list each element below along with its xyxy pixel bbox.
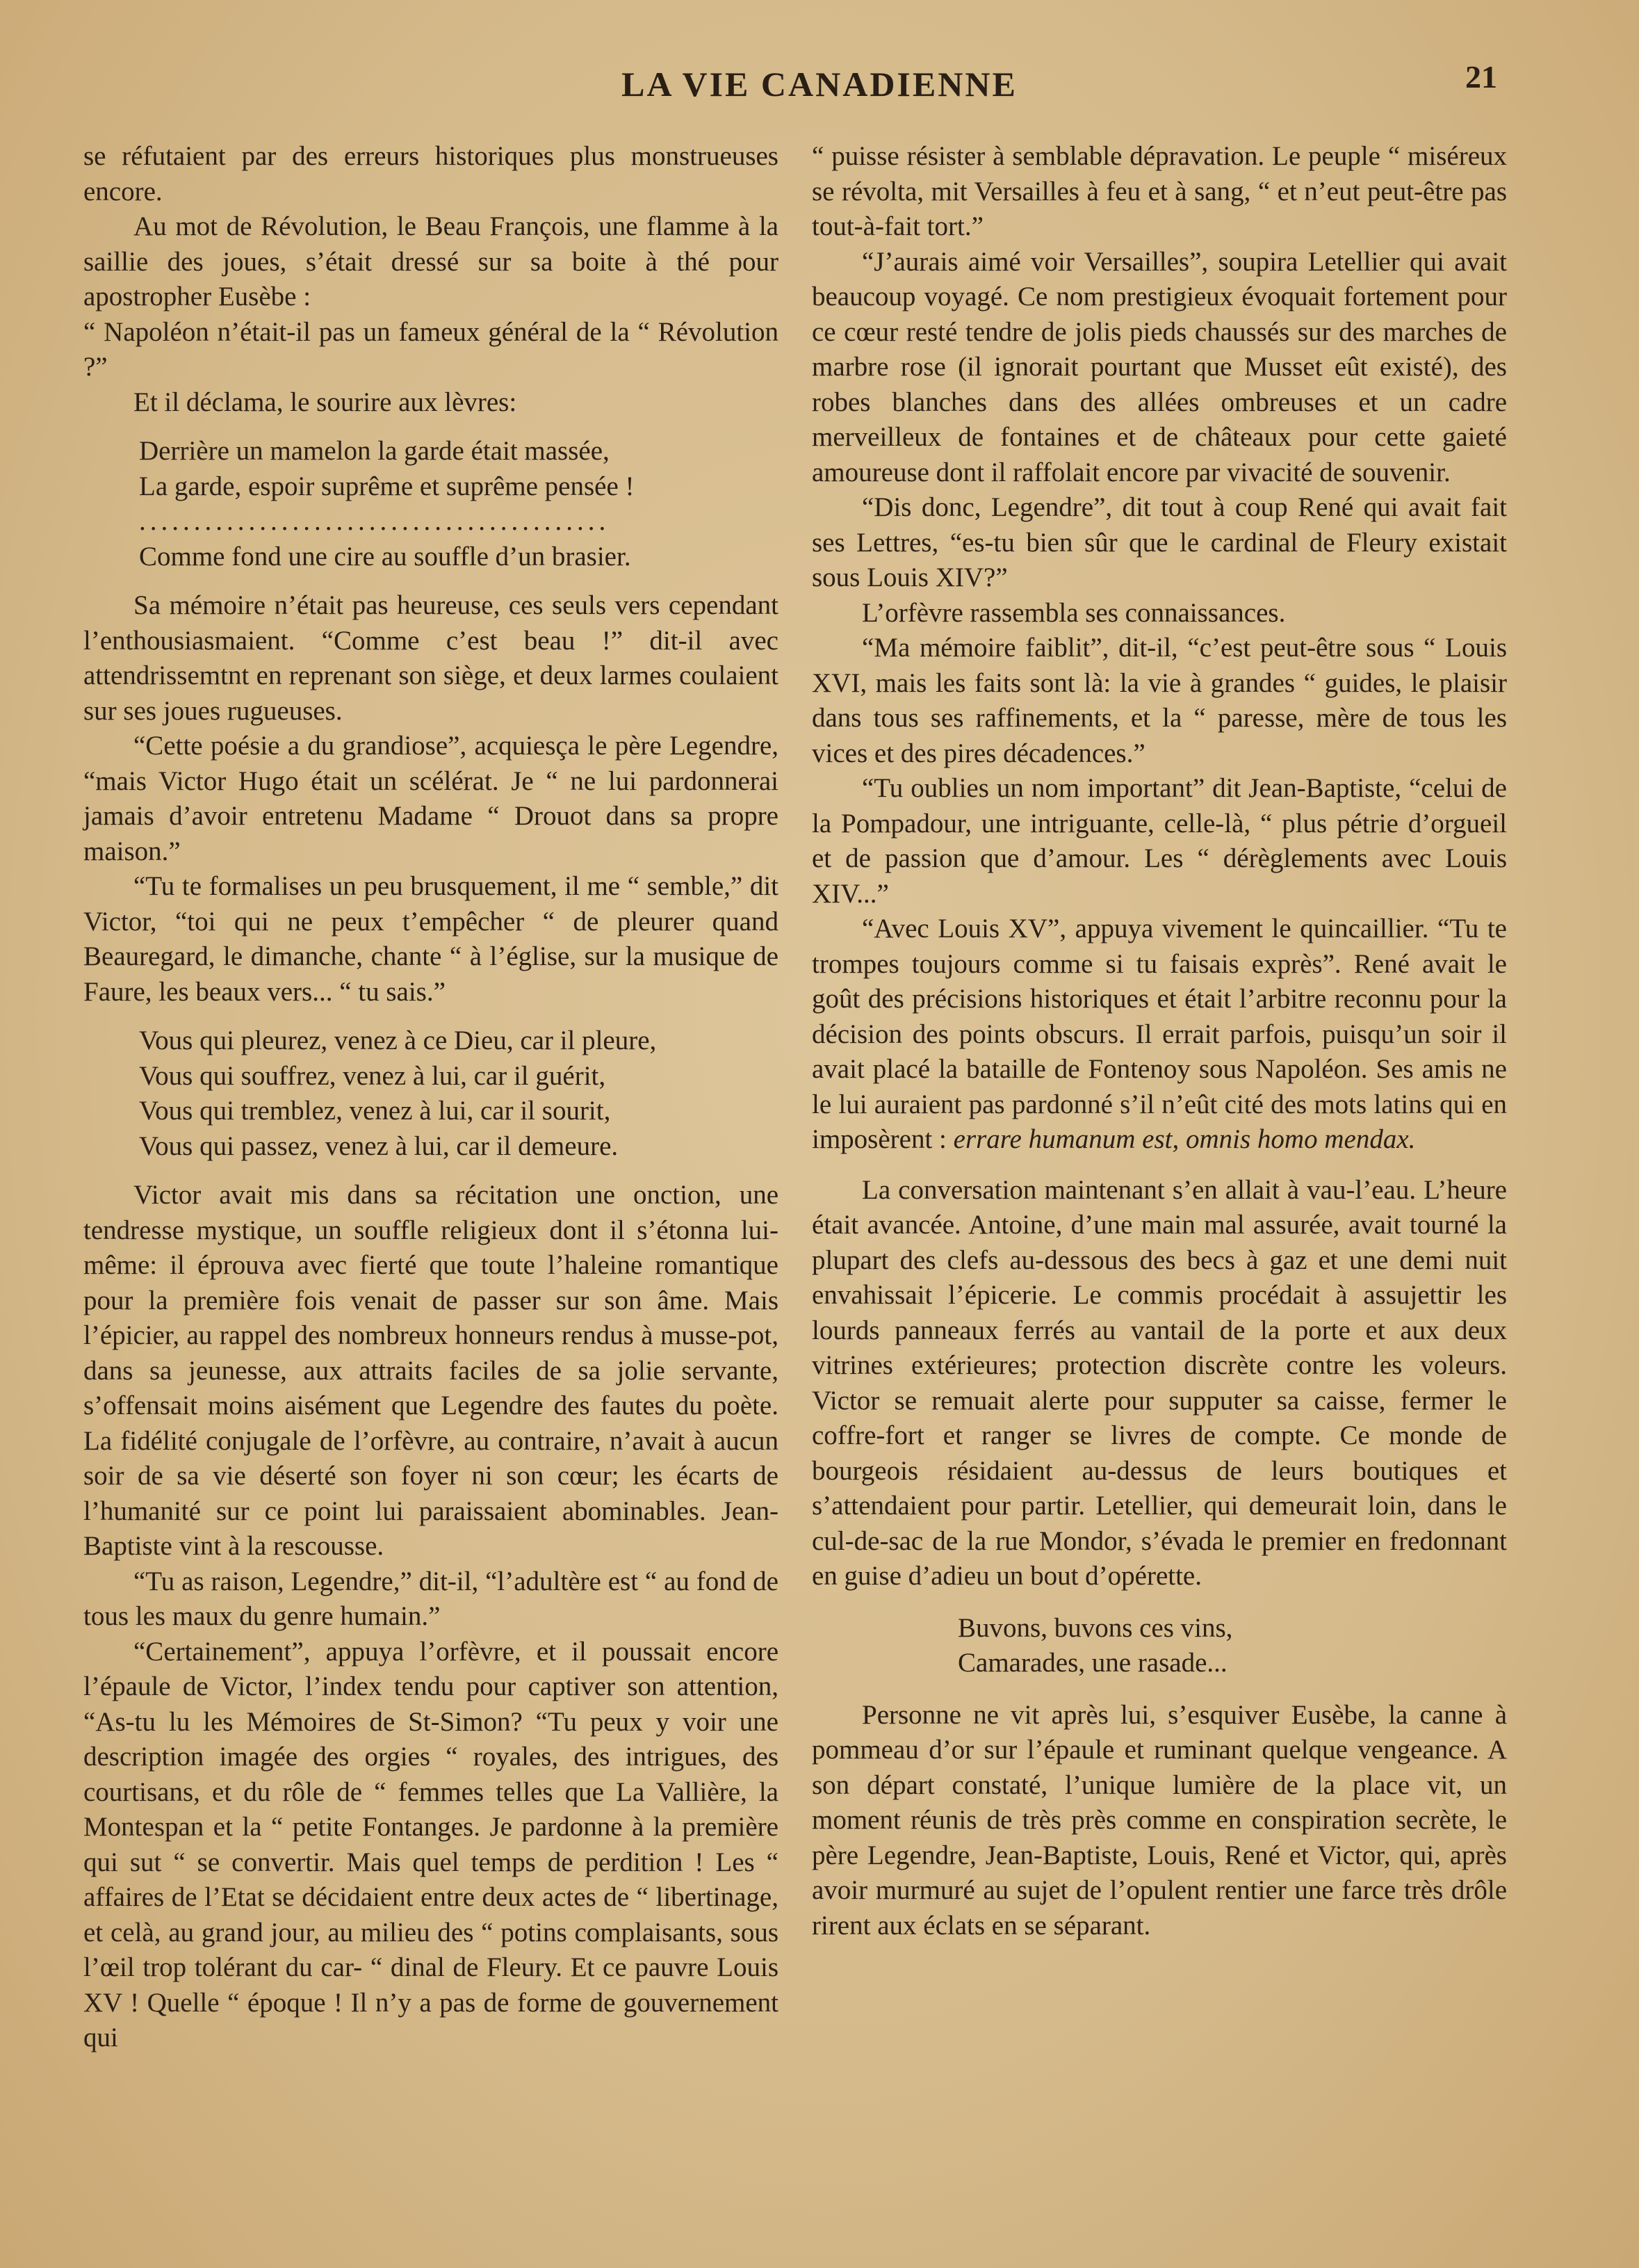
paragraph: Personne ne vit après lui, s’esquiver Eusèbe, la canne à pommeau d’or sur l’épaule et ruminant quelque vengeance. A son départ constaté, l’unique lumière de la place vit, un moment réunis de très près comme en conspiration secrète, le père Legendre, Jean-Baptiste, Louis, René et Victor, qui, après avoir murmuré au sujet de l’opulent rentier une farce très drôle rirent aux éclats en se séparant. (812, 1699, 1507, 1941)
paragraph: L’orfèvre rassembla ses connaissances. (862, 597, 1286, 628)
paragraph: “ Napoléon n’était-il pas un fameux général de la “ Révolution ?” (83, 316, 778, 382)
verse-line: Vous qui tremblez, venez à lui, car il sourit, (139, 1096, 611, 1126)
verse-line: Comme fond une cire au souffle d’un brasier. (139, 541, 631, 572)
verse-line: Vous qui pleurez, venez à ce Dieu, car il pleure, (139, 1026, 657, 1055)
verse-line: Camarades, une rasade... (958, 1648, 1228, 1678)
running-title: LA VIE CANADIENNE (621, 65, 1018, 104)
verse-line: Vous qui passez, venez à lui, car il demeure. (139, 1131, 619, 1161)
paragraph: Au mot de Révolution, le Beau François, une flamme à la saillie des joues, s’était dressé sur sa boite à thé pour apostropher Eusèbe : (83, 211, 778, 311)
paragraph: se réfutaient par des erreurs historiques plus monstrueuses encore. (83, 141, 778, 206)
paragraph: Et il déclama, le sourire aux lèvres: (133, 387, 517, 417)
verse-line: Buvons, buvons ces vins, (958, 1612, 1233, 1643)
right-column (812, 139, 1507, 1943)
verse-line: La garde, espoir suprême et suprême pensée ! (139, 471, 635, 501)
song-verse (958, 1611, 1507, 1681)
paragraph: “Tu oublies un nom important” dit Jean-Baptiste, “celui de la Pompadour, une intriguante, celle-là, “ plus pétrie d’orgueil et de passion que d’amour. Les “ dérèglements avec Louis XIV...” (812, 773, 1507, 909)
spacer (812, 1158, 1507, 1173)
verse-block (139, 1023, 778, 1164)
paragraph: “Tu te formalises un peu brusquement, il me “ semble,” dit Victor, “toi qui ne peux t’empêcher “ de pleurer quand Beauregard, le dimanche, chante “ à l’église, sur la musique de Faure, les beaux vers... “ tu sais.” (83, 871, 778, 1007)
paragraph: “ puisse résister à semblable dépravation. Le peuple “ miséreux se révolta, mit Versailles à feu et à sang, “ et n’eut peut-être pas tout-à-fait tort.” (812, 141, 1507, 241)
verse-line: Derrière un mamelon la garde était massée, (139, 436, 610, 466)
page-number: 21 (1465, 59, 1497, 95)
paragraph: “Dis donc, Legendre”, dit tout à coup René qui avait fait ses Lettres, “es-tu bien sûr que le cardinal de Fleury existait sous Louis XIV?” (812, 492, 1507, 592)
paragraph: La conversation maintenant s’en allait à vau-l’eau. L’heure était avancée. Antoine, d’une main mal assurée, avait tourné la plupart des clefs au-dessous des becs à gaz et une demi nuit envahissait l’épicerie. Le commis procédait à assujettir les lourds panneaux ferrés au vantail de la porte et aux deux vitrines extérieures; protection discrète contre les voleurs. Victor se remuait alerte pour supputer sa caisse, fermer le coffre-fort et ranger se livres de compte. Ce monde de bourgeois résidaient au-dessus de leurs boutiques et s’attendaient pour partir. Letellier, qui demeurait loin, dans le cul-de-sac de la rue Mondor, s’évada le premier en fredonnant en guise d’adieu un bout d’opérette. (812, 1174, 1507, 1591)
paragraph: “J’aurais aimé voir Versailles”, soupira Letellier qui avait beaucoup voyagé. Ce nom prestigieux évoquait fortement pour ce cœur resté tendre de jolis pieds chaussés sur des marches de marbre rose (il ignorait pourtant que Musset eût existé), des robes blanches dans des allées ombreuses et un cadre merveilleux de fontaines et de châteaux pour cette gaieté amoureuse dont il raffolait encore par vivacité de souvenir. (812, 246, 1507, 487)
paragraph: “Tu as raison, Legendre,” dit-il, “l’adultère est “ au fond de tous les maux du genre humain.” (83, 1566, 778, 1631)
paragraph (812, 912, 1507, 1158)
verse-ellipsis: ........................................... (139, 506, 610, 536)
paragraph: “Cette poésie a du grandiose”, acquiesça le père Legendre, “mais Victor Hugo était un scélérat. Je “ ne lui pardonnerai jamais d’avoir entretenu Madame “ Drouot dans sa propre maison.” (83, 731, 778, 866)
verse-line: Vous qui souffrez, venez à lui, car il guérit, (139, 1060, 606, 1091)
paragraph: “Ma mémoire faiblit”, dit-il, “c’est peut-être sous “ Louis XVI, mais les faits sont là: la vie à grandes “ guides, le plaisir dans tous ses raffinements, et la “ paresse, mère de tous les vices et des pires décadences.” (812, 633, 1507, 768)
verse-block (139, 434, 778, 574)
latin-quote: errare humanum est, omnis homo mendax. (953, 1124, 1416, 1154)
paragraph: Sa mémoire n’était pas heureuse, ces seuls vers cependant l’enthousiasmaient. “Comme c’est beau !” dit-il avec attendrissemtnt en reprenant son siège, et deux larmes coulaient sur ses joues rugueuses. (83, 590, 778, 726)
paragraph: Victor avait mis dans sa récitation une onction, une tendresse mystique, un souffle religieux dont il s’étonna lui-même: il éprouva avec fierté que toute l’haleine romantique pour la première fois venait de passer sur son âme. Mais l’épicier, au rappel des nombreux honneurs rendus à musse-pot, dans sa jeunesse, aux attraits faciles de sa jolie servante, s’offensait moins aisément que Legendre des fautes du poète. La fidélité conjugale de l’orfèvre, au contraire, n’avait à aucun soir de sa vie déserté son foyer ni son cœur; les écarts de l’humanité sur ce point lui paraissaient abominables. Jean-Baptiste vint à la rescousse. (83, 1180, 778, 1561)
paragraph-text: “Avec Louis XV”, appuya vivement le quincaillier. “Tu te trompes toujours comme si tu faisais exprès”. René avait le goût des précisions historiques et était l’arbitre reconnu pour la décision des points obscurs. Il errait parfois, puisqu’un soir il avait placé la bataille de Fontenoy sous Napoléon. Ses amis ne le lui auraient pas pardonné s’il n’eût cité des mots latins qui en imposèrent : (812, 914, 1507, 1154)
left-column (83, 139, 778, 2056)
paragraph: “Certainement”, appuya l’orfèvre, et il poussait encore l’épaule de Victor, l’index tendu pour captiver son attention, “As-tu lu les Mémoires de St-Simon? “Tu peux y voir une description imagée des orgies “ royales, des intrigues, des courtisans, et du rôle de “ femmes telles que La Vallière, la Montespan et la “ petite Fontanges. Je pardonne à la première qui sut “ se convertir. Mais quel temps de perdition ! Les “ affaires de l’Etat se décidaient entre deux actes de “ libertinage, et celà, au grand jour, au milieu des “ potins complaisants, sous l’œil trop tolérant du car- “ dinal de Fleury. Et ce pauvre Louis XV ! Quelle “ époque ! Il n’y a pas de forme de gouvernement qui (83, 1636, 778, 2052)
